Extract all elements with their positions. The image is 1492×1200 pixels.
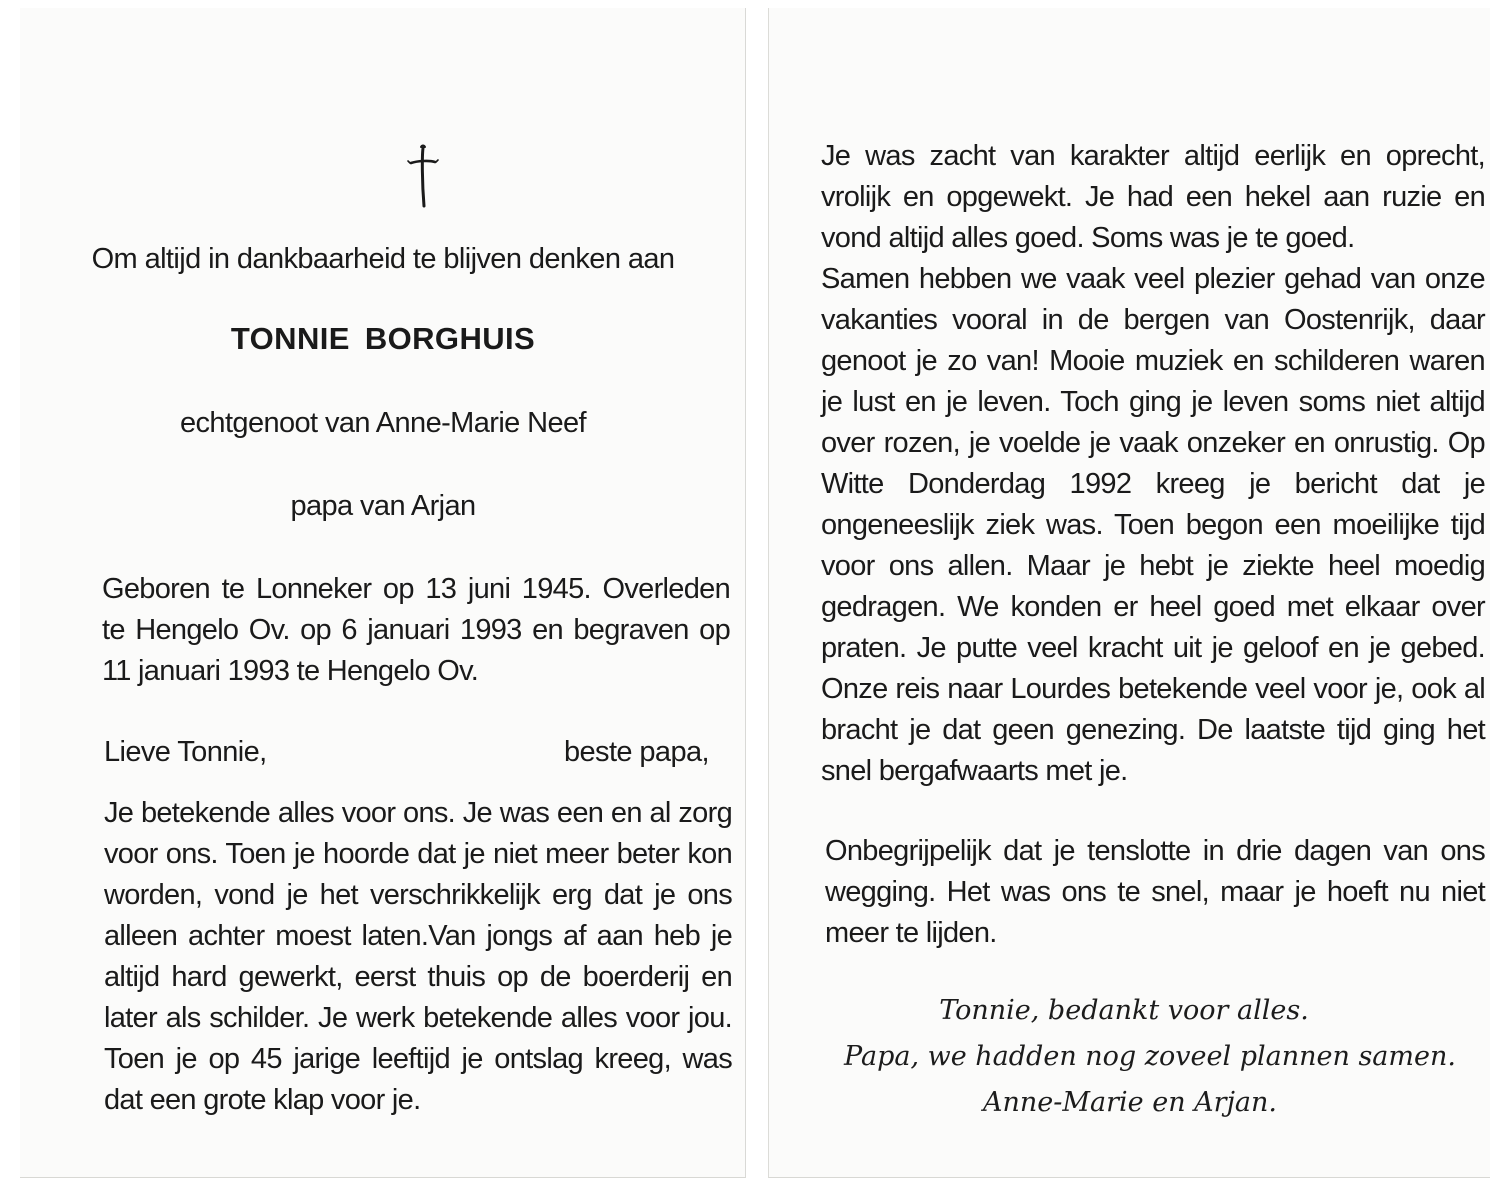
right-card-page	[768, 8, 1490, 1178]
closing-line-3: Anne-Marie en Arjan.	[982, 1087, 1278, 1118]
letter-part-2: Samen hebben we vaak veel plezier gehad van onze vakanties vooral in de bergen van Oostenrijk, daar genoot je zo van! Mooie muziek en schilderen waren je lust en je leven. Toch ging je leven soms niet altijd over rozen, je voelde je vaak onzeker en onrustig. Op Witte Donderdag 1992 kreeg je bericht dat je ongeneeslijk ziek was. Toen begon een moeilijke tijd voor ons allen. Maar je hebt je ziekte heel moedig gedragen. We konden er heel goed met elkaar over praten. Je putte veel kracht uit je geloof en je gebed. Onze reis naar Lourdes betekende veel voor je, ook al bracht je dat geen genezing. De laatste tijd ging het snel bergafwaarts met je.	[821, 263, 1485, 787]
greeting-left: Lieve Tonnie,	[104, 736, 267, 768]
greeting-right: beste papa,	[564, 736, 709, 768]
left-card-page	[20, 8, 746, 1178]
closing-line-1: Tonnie, bedankt voor alles.	[939, 995, 1309, 1026]
deceased-name: TONNIE BORGHUIS	[230, 321, 536, 356]
letter-part-1: Je was zacht van karakter altijd eerlijk en oprecht, vrolijk en opgewekt. Je had een hekel aan ruzie en vond altijd alles goed. Soms was je te goed.	[821, 140, 1485, 254]
spouse-text: echtgenoot van Anne-Marie Neef	[180, 407, 586, 439]
closing-line-2: Papa, we hadden nog zoveel plannen samen.	[844, 1041, 1456, 1072]
cross-icon	[406, 142, 440, 208]
birth-death-paragraph: Geboren te Lonneker op 13 juni 1945. Overleden te Hengelo Ov. op 6 januari 1993 en begraven op 11 januari 1993 te Hengelo Ov.	[102, 573, 730, 687]
parent-text: papa van Arjan	[290, 490, 476, 522]
intro-text: Om altijd in dankbaarheid te blijven denken aan	[91, 243, 675, 275]
letter-paragraph-right-2: Onbegrijpelijk dat je tenslotte in drie dagen van ons wegging. Het was ons te snel, maar je hoeft nu niet meer te lijden.	[825, 835, 1485, 949]
letter-paragraph-left: Je betekende alles voor ons. Je was een en al zorg voor ons. Toen je hoorde dat je niet meer beter kon worden, vond je het verschrikkelijk erg dat je ons alleen achter moest laten.Van jongs af aan heb je altijd hard gewerkt, eerst thuis op de boerderij en later als schilder. Je werk betekende alles voor jou. Toen je op 45 jarige leeftijd je ontslag kreeg, was dat een grote klap voor je.	[104, 797, 732, 1116]
letter-paragraph-right-1	[821, 136, 1485, 792]
